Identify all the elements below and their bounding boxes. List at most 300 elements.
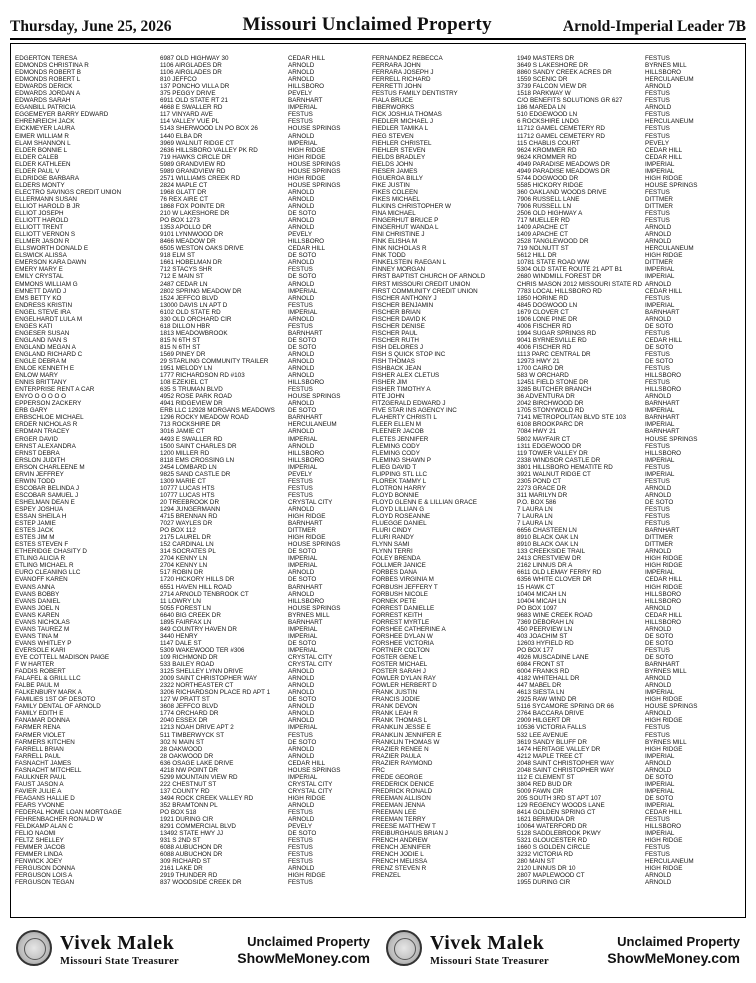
owner-city: ARNOLD — [645, 231, 672, 239]
owner-name: FIRST COMMUNITY CREDIT UNION — [372, 287, 478, 295]
owner-address: 1409 APACHE CT — [517, 224, 568, 232]
owner-city: ARNOLD — [288, 703, 315, 711]
owner-name: FOLEY BRENDA — [372, 555, 421, 563]
listing-row — [372, 788, 730, 795]
listing-row — [15, 865, 373, 872]
owner-address: 810 JEFFCO — [160, 76, 197, 84]
owner-name: FISHBACK JEAN — [372, 365, 422, 373]
owner-name: ETLING ALICIA R — [15, 555, 66, 563]
owner-name: FLETES JENNIFER — [372, 435, 429, 443]
owner-name: FORTNER COLTON — [372, 646, 430, 654]
owner-city: IMPERIAL — [288, 287, 318, 295]
owner-city: ARNOLD — [288, 865, 315, 873]
owner-city: HILLSBORO — [288, 449, 325, 457]
owner-address: 3440 HENRY — [160, 632, 198, 640]
owner-name: FORNEK PETE — [372, 597, 417, 605]
owner-address: 3804 RED BUD DR — [517, 780, 572, 788]
owner-city: ARNOLD — [645, 759, 672, 767]
owner-address: 129 REGENCY WOODS LANE — [517, 801, 605, 809]
owner-name: FERGUSON DONNA — [15, 865, 76, 873]
owner-name: FISH THOMAS — [372, 358, 415, 366]
owner-name: ELLERMANN SUSAN — [15, 195, 77, 203]
listing-row — [15, 189, 373, 196]
owner-address: 1777 RICHARDSON RD #103 — [160, 372, 245, 380]
owner-name: FANAMAR DONNA — [15, 717, 70, 725]
owner-address: 1951 MELODY LN — [160, 365, 213, 373]
listing-row — [15, 661, 373, 668]
owner-address: 2305 POND CT — [517, 477, 562, 485]
owner-name: FLEMING CODY — [372, 449, 420, 457]
owner-address: 1518 PARKWAY W — [517, 90, 571, 98]
owner-address: 3739 FALCON VIEW DR — [517, 83, 587, 91]
owner-address: 815 N 6TH ST — [160, 343, 201, 351]
owner-name: EMILY CRYSTAL — [15, 273, 64, 281]
owner-name: ENGELHARDT LULA M — [15, 315, 83, 323]
owner-city: ARNOLD — [645, 872, 672, 880]
listing-row — [372, 337, 730, 344]
owner-name: EURO CLEANING LLC — [15, 569, 81, 577]
owner-city: DITTMER — [645, 202, 673, 210]
owner-name: FARMER RENA — [15, 724, 61, 732]
owner-address: 2040 ESSEX DR — [160, 717, 208, 725]
owner-name: FEMMER LINDA — [15, 851, 63, 859]
listing-row — [372, 428, 730, 435]
owner-city: CEDAR HILL — [645, 146, 683, 154]
owner-address: 1621 BERMUDA DR — [517, 816, 575, 824]
treasurer-name: Vivek Malek — [60, 932, 175, 954]
owner-name: FERGUSON TEGAN — [15, 879, 75, 887]
listing-row — [15, 654, 373, 661]
owner-name: ELLSWORTH DONALD E — [15, 245, 89, 253]
owner-city: CRYSTAL CITY — [288, 787, 333, 795]
owner-name: ELLIOT HAROLD B JR — [15, 202, 80, 210]
listing-row — [372, 569, 730, 576]
owner-city: HILLSBORO — [645, 597, 682, 605]
owner-address: 3494 ROCK CREEK VALLEY RD — [160, 794, 254, 802]
owner-city: FESTUS — [645, 442, 670, 450]
owner-name: FAMILY EDITH E — [15, 710, 64, 718]
owner-name: FISH S QUICK STOP INC — [372, 350, 446, 358]
owner-address: 713 ROCKSHIRE DR — [160, 421, 221, 429]
owner-city: ARNOLD — [645, 491, 672, 499]
owner-name: FERRELL RICHARD — [372, 76, 431, 84]
owner-name: FELDKAMP ALAN C — [15, 823, 73, 831]
owner-city: HIGH RIDGE — [288, 872, 326, 880]
owner-address: 6551 HAVEN HILL ROAD — [160, 583, 232, 591]
owner-city: HOUSE SPRINGS — [288, 604, 341, 612]
owner-name: FINK TODD — [372, 252, 406, 260]
owner-city: BARNHART — [288, 583, 323, 591]
listing-row — [372, 478, 730, 485]
owner-address: 4845 DOGWOOD LN — [517, 301, 578, 309]
owner-address: 719 HAWKS CIRCLE DR — [160, 153, 231, 161]
owner-name: FISCHER ANTHONY J — [372, 294, 437, 302]
owner-city: HILLSBORO — [645, 386, 682, 394]
owner-address: PO BOX 518 — [160, 809, 197, 817]
owner-name: FISHER ALEX CLETUS — [372, 372, 440, 380]
owner-address: 1955 DURING CIR — [517, 879, 571, 887]
owner-address: 1474 HERITAGE VALLEY DR — [517, 745, 601, 753]
listing-row — [372, 133, 730, 140]
owner-name: FOWLER DYLAN RAY — [372, 675, 436, 683]
listing-row — [15, 753, 373, 760]
listing-row — [372, 125, 730, 132]
owner-city: HIGH RIDGE — [288, 174, 326, 182]
owner-address: 375 PEGGY DRIVE — [160, 90, 216, 98]
owner-city: ARNOLD — [288, 428, 315, 436]
listing-row — [372, 724, 730, 731]
owner-address: 815 N 6TH ST — [160, 336, 201, 344]
owner-city: DE SOTO — [645, 358, 674, 366]
owner-name: ESCOBAR SAMUEL J — [15, 491, 79, 499]
owner-address: 9624 KROMMER RD — [517, 146, 577, 154]
page-title: Missouri Unclaimed Property — [242, 14, 492, 35]
owner-name: ERBSCHLOE MICHAEL — [15, 414, 84, 422]
owner-name: FRENCH JODIE L — [372, 851, 424, 859]
owner-name: FIESER JAMES — [372, 167, 418, 175]
listing-row — [372, 858, 730, 865]
owner-city: IMPERIAL — [288, 632, 318, 640]
listing-row — [15, 330, 373, 337]
owner-address: 2925 RAW WIND DR — [517, 696, 577, 704]
owner-name: ENYO O O O O O — [15, 393, 67, 401]
listing-row — [15, 266, 373, 273]
owner-address: 4218 NW POINT DR — [160, 766, 218, 774]
owner-city: IMPERIAL — [288, 463, 318, 471]
listing-row — [15, 457, 373, 464]
owner-address: 2506 OLD HIGHWAY A — [517, 210, 583, 218]
owner-city: HIGH RIDGE — [288, 513, 326, 521]
owner-name: EVANS TAUREZ M — [15, 625, 70, 633]
owner-city: ARNOLD — [288, 569, 315, 577]
owner-address: 109 RICHMOND DR — [160, 653, 218, 661]
owner-city: BYRNES MILL — [645, 668, 687, 676]
owner-name: FRENCH MELISSA — [372, 858, 428, 866]
listing-row — [372, 879, 730, 886]
owner-address: 3285 BUTCHER BRANCH — [517, 386, 592, 394]
owner-name: EYE COTTELL MADISON PAIGE — [15, 653, 110, 661]
owner-city: HILLSBORO — [645, 372, 682, 380]
listing-row — [15, 724, 373, 731]
listing-row — [372, 689, 730, 696]
owner-address: 517 ROBIN DR — [160, 569, 204, 577]
website-link[interactable]: ShowMeMoney.com — [607, 950, 740, 966]
owner-city: DE SOTO — [288, 210, 317, 218]
listing-row — [372, 795, 730, 802]
owner-city: IMPERIAL — [645, 470, 675, 478]
owner-address: 5009 FAWN CIR — [517, 787, 564, 795]
owner-address: 29 STARLING COMMUNITY TRAILER — [160, 358, 269, 366]
owner-city: ARNOLD — [288, 745, 315, 753]
treasurer-title: Missouri State Treasurer — [60, 956, 179, 967]
owner-address: 3649 S LAKESHORE DR — [517, 62, 589, 70]
owner-address: 1921 DURING CIR — [160, 816, 214, 824]
listing-row — [15, 541, 373, 548]
listing-row — [15, 781, 373, 788]
owner-city: BARNHART — [645, 428, 680, 436]
owner-name: EMERSON KARA DAWN — [15, 259, 87, 267]
owner-address: 112 E CLEMENT ST — [517, 773, 575, 781]
owner-name: ENGLAND MEGAN A — [15, 343, 76, 351]
listing-row — [372, 140, 730, 147]
owner-name: FRANK LEAH R — [372, 710, 418, 718]
owner-name: FLOYD GLENN E & LILLIAN GRACE — [372, 498, 477, 506]
owner-city: CEDAR HILL — [288, 55, 326, 62]
owner-address: 2120 LINNUS DR 10 — [517, 865, 576, 873]
owner-address: 3016 JAMIE CT — [160, 428, 205, 436]
owner-city: DE SOTO — [645, 773, 674, 781]
listing-row — [372, 619, 730, 626]
owner-name: FIEHLER STEVEN — [372, 146, 426, 154]
owner-address: 7906 RUSSELL LANE — [517, 195, 580, 203]
owner-name: FREEMAN JENNA — [372, 801, 426, 809]
owner-address: 1661 HOBELMAN DR — [160, 259, 222, 267]
owner-name: FARRELL BRIAN — [15, 745, 64, 753]
owner-city: ARNOLD — [645, 766, 672, 774]
listing-row — [372, 767, 730, 774]
listing-row — [372, 55, 730, 62]
owner-name: EVANS BOBBY — [15, 590, 60, 598]
listing-row — [15, 710, 373, 717]
owner-city: HILLSBORO — [288, 456, 325, 464]
owner-name: ESPEY JOSHUA — [15, 506, 64, 513]
owner-address: 8860 SANDY CREEK ACRES DR — [517, 69, 612, 77]
listing-row — [15, 125, 373, 132]
owner-name: ESTES JIM M — [15, 534, 55, 542]
owner-city: DITTMER — [645, 259, 673, 267]
owner-address: 5309 WAKEWOOD TER #306 — [160, 646, 245, 654]
owner-name: FESTUS FAMILY DENTISTRY — [372, 90, 458, 98]
owner-address: 636 OSAGE LAKE DRIVE — [160, 759, 234, 767]
listing-row — [372, 640, 730, 647]
owner-name: FRENZEL — [372, 872, 401, 880]
owner-name: FISCHER BRIAN — [372, 308, 421, 316]
owner-city: HOUSE SPRINGS — [645, 435, 698, 443]
owner-name: FORBES VIRGINIA M — [372, 576, 434, 584]
listing-row — [372, 443, 730, 450]
owner-city: IMPERIAL — [645, 301, 675, 309]
owner-address: 2338 WINDSOR CASTLE DR — [517, 456, 601, 464]
owner-city: HIGH RIDGE — [645, 837, 683, 845]
listing-row — [372, 97, 730, 104]
owner-address: 2161 LAKE DR — [160, 865, 203, 873]
owner-city: FESTUS — [645, 851, 670, 859]
owner-city: ARNOLD — [645, 238, 672, 246]
owner-name: FERRARA JOHN — [372, 62, 421, 70]
state-seal-icon — [386, 930, 422, 966]
owner-city: ARNOLD — [288, 62, 315, 70]
owner-name: FRENCH JENNIFER — [372, 844, 431, 852]
owner-address: 583 W ORCHARD — [517, 372, 569, 380]
owner-name: ELLIOTT VERNON S — [15, 231, 76, 239]
owner-address: 11712 GAMEL CEMETERY RD — [517, 132, 605, 140]
owner-name: FELIO NAOMI — [15, 830, 56, 838]
owner-address: 1906 LONE PINE DR — [517, 315, 578, 323]
owner-city: IMPERIAL — [288, 308, 318, 316]
owner-city: ARNOLD — [288, 365, 315, 373]
owner-name: FITZGERALD EDWARD J — [372, 400, 446, 408]
listing-row — [372, 182, 730, 189]
listing-row — [15, 830, 373, 837]
owner-name: FINK ELISHA M — [372, 238, 418, 246]
owner-name: ELECTRO SAVINGS CREDIT UNION — [15, 188, 122, 196]
owner-city: DE SOTO — [645, 498, 674, 506]
owner-address: 330 OLD ORCHARD CIR — [160, 315, 232, 323]
listing-row — [372, 189, 730, 196]
owner-name: ESTES JACK — [15, 527, 54, 535]
listing-row — [372, 548, 730, 555]
owner-city: IMPERIAL — [645, 407, 675, 415]
owner-name: ELLIOT JOSEPH — [15, 210, 64, 218]
owner-name: FLOREK TAMMY L — [372, 477, 427, 485]
listing-row — [15, 400, 373, 407]
listing-row — [372, 668, 730, 675]
owner-city: IMPERIAL — [288, 773, 318, 781]
owner-name: FORREST DANIELLE — [372, 604, 435, 612]
owner-city: DE SOTO — [288, 336, 317, 344]
listing-row — [15, 414, 373, 421]
owner-address: 8291 COMMERCIAL BLVD — [160, 823, 236, 831]
owner-city: ARNOLD — [645, 710, 672, 718]
owner-address: 8466 MEADOW DR — [160, 238, 216, 246]
listing-row — [15, 584, 373, 591]
owner-address: 5128 SADDLEBROOK PKWY — [517, 830, 601, 838]
owner-city: FESTUS — [645, 329, 670, 337]
listing-row — [15, 844, 373, 851]
listing-row — [372, 330, 730, 337]
owner-address: 6088 AUBUCHON DR — [160, 851, 223, 859]
owner-name: EPPERSON ZACKERY — [15, 400, 82, 408]
owner-address: 133 CREEKSIDE TRAIL — [517, 548, 586, 556]
owner-name: ENGLAND IVAN S — [15, 336, 68, 344]
header-rule — [10, 38, 746, 40]
owner-city: IMPERIAL — [288, 555, 318, 563]
listing-row — [15, 520, 373, 527]
owner-city: BARNHART — [645, 400, 680, 408]
owner-name: FLURI RANDY — [372, 534, 414, 542]
listing-row — [15, 154, 373, 161]
owner-name: FRANKLIN THOMAS W — [372, 738, 440, 746]
listing-row — [15, 576, 373, 583]
owner-name: EMS BETTY KO — [15, 294, 62, 302]
listing-row — [15, 703, 373, 710]
owner-address: 10536 VICTORIA FALLS — [517, 724, 587, 732]
owner-city: HOUSE SPRINGS — [645, 181, 698, 189]
owner-address: 4182 WHITEHALL DR — [517, 675, 580, 683]
listing-row — [372, 421, 730, 428]
owner-name: EDMONDS CHRISTINA R — [15, 62, 89, 70]
owner-address: 2273 GRACE DR — [517, 484, 566, 492]
website-link[interactable]: ShowMeMoney.com — [237, 950, 370, 966]
owner-city: HILLSBORO — [645, 823, 682, 831]
listing-row — [15, 316, 373, 323]
listing-row — [15, 83, 373, 90]
owner-city: DE SOTO — [288, 576, 317, 584]
owner-name: FLOYD LILLIAN G — [372, 506, 425, 513]
owner-city: HOUSE SPRINGS — [288, 167, 341, 175]
owner-address: 6356 WHITE CLOVER DR — [517, 576, 592, 584]
owner-address: 12451 FIELD STONE DR — [517, 379, 589, 387]
owner-address: 1813 MEADOWBROOK — [160, 329, 228, 337]
listing-row — [15, 717, 373, 724]
owner-address: 114 VALLEY VUE PL — [160, 118, 220, 126]
owner-name: FLIEG DAVID T — [372, 463, 417, 471]
owner-address: 9041 BYRNESVILLE RD — [517, 336, 587, 344]
owner-address: 6984 FRONT ST — [517, 661, 565, 669]
owner-address: 931 S 2ND ST — [160, 837, 201, 845]
owner-name: ELDER CALEB — [15, 153, 59, 161]
listing-row — [15, 76, 373, 83]
owner-city: ARNOLD — [288, 689, 315, 697]
listing-row — [15, 471, 373, 478]
owner-name: FIELDS BRADLEY — [372, 153, 426, 161]
listing-row — [372, 457, 730, 464]
owner-address: 117 VINYARD AVE — [160, 111, 213, 119]
owner-address: 5321 GLOUCESTER RD — [517, 837, 587, 845]
owner-name: FREDRICK RONALD — [372, 787, 433, 795]
owner-city: HERCULANEUM — [645, 245, 694, 253]
owner-name: FREEMAN LEE — [372, 809, 417, 817]
listing-row — [15, 140, 373, 147]
owner-name: FINGERHUT WANDA L — [372, 224, 439, 232]
listing-row — [372, 161, 730, 168]
owner-city: PEVELY — [288, 823, 313, 831]
owner-city: DE SOTO — [288, 252, 317, 260]
listing-row — [372, 520, 730, 527]
owner-address: 1705 STONYWOLD RD — [517, 407, 585, 415]
owner-address: 6611 OLD LEMAY FERRY RD — [517, 569, 602, 577]
owner-name: FIKES MICHAEL — [372, 195, 420, 203]
owner-name: FINI CHRISTINE J — [372, 231, 425, 239]
owner-address: 533 BAILEY ROAD — [160, 661, 215, 669]
owner-name: EMMONS WILLIAM G — [15, 280, 78, 288]
owner-address: 5744 DOGWOOD DR — [517, 174, 579, 182]
owner-city: HILLSBORO — [645, 449, 682, 457]
owner-city: DE SOTO — [288, 830, 317, 838]
owner-city: HERCULANEUM — [288, 421, 337, 429]
owner-name: EDWARDS JORDAN A — [15, 90, 81, 98]
owner-address: 2909 HILGERT DR — [517, 717, 571, 725]
owner-address: 1949 MASTERS DR — [517, 55, 575, 62]
owner-city: CRYSTAL CITY — [288, 498, 333, 506]
owner-address: 837 WOODSIDE CREEK DR — [160, 879, 242, 887]
owner-city: HIGH RIDGE — [288, 534, 326, 542]
owner-name: ELDERS MONTY — [15, 181, 65, 189]
owner-address: 9624 KROMMER RD — [517, 153, 577, 161]
owner-city: HOUSE SPRINGS — [288, 393, 341, 401]
listing-row — [15, 626, 373, 633]
owner-name: ENGES KATI — [15, 322, 53, 330]
owner-name: FIEHLER CHRISTEL — [372, 139, 432, 147]
listing-row — [15, 351, 373, 358]
owner-name: EDMONDS ROBERT L — [15, 76, 81, 84]
owner-name: EDMONDS ROBERT B — [15, 69, 81, 77]
listing-row — [15, 443, 373, 450]
owner-name: ESSAN SHEILA H — [15, 513, 67, 521]
owner-city: IMPERIAL — [645, 752, 675, 760]
owner-name: FRAZIER RAYMOND — [372, 759, 433, 767]
owner-name: FREEMAN ALLISON — [372, 794, 431, 802]
owner-city: FESTUS — [645, 55, 670, 62]
listing-row — [372, 844, 730, 851]
owner-name: FRANK JUSTIN — [372, 689, 418, 697]
owner-city: DE SOTO — [288, 407, 317, 415]
owner-address: 8910 BLACK OAK LN — [517, 541, 579, 549]
footer-right — [380, 926, 746, 972]
owner-address: 6108 BROOKPARC DR — [517, 421, 584, 429]
listing-row — [15, 633, 373, 640]
owner-city: DE SOTO — [645, 322, 674, 330]
